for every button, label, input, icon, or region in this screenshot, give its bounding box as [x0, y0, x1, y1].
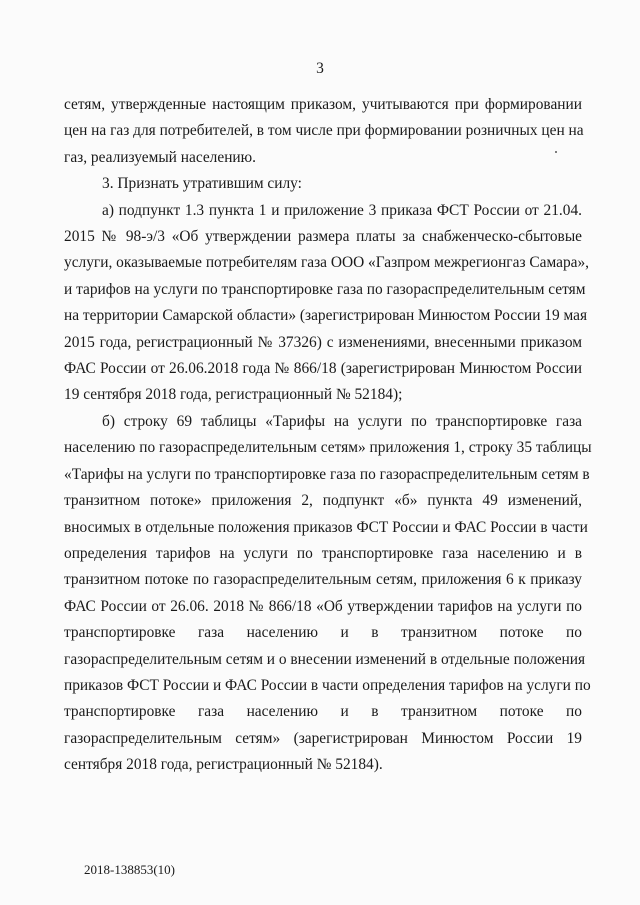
text-line: газораспределительным сетям и о внесении изменений в отдельные положения	[64, 650, 586, 668]
text-line: 19 сентября 2018 года, регистрационный № 52184);	[64, 386, 403, 404]
text-line: а) подпункт 1.3 пункта 1 и приложение 3 приказа ФСТ России от 21.04.	[102, 201, 582, 219]
text-line: газ, реализуемый населению.	[64, 148, 257, 166]
document-body	[64, 92, 592, 779]
text-line: транспортировке газа населению и в транзитном потоке по	[64, 703, 582, 721]
page-number: 3	[316, 60, 324, 77]
text-line: вносимых в отдельные положения приказов ФСТ России и ФАС России в части	[64, 518, 588, 536]
paragraph-subitem-b	[64, 409, 592, 779]
text-line: транспортировке газа населению и в транзитном потоке по	[64, 624, 582, 642]
text-line: сентября 2018 года, регистрационный № 52184).	[64, 756, 383, 774]
text-line: сетям, утвержденные настоящим приказом, учитываются при формировании	[64, 96, 582, 113]
text-line: и тарифов на услуги по транспортировке газа по газораспределительным сетям	[64, 280, 586, 298]
text-line: ФАС России от 26.06. 2018 № 866/18 «Об утверждении тарифов на услуги по	[64, 597, 582, 615]
scan-speck	[555, 151, 557, 153]
text-line: «Тарифы на услуги по транспортировке газа по газораспределительным сетям в	[64, 465, 590, 483]
paragraph-item-3	[64, 171, 582, 197]
text-line: приказов ФСТ России и ФАС России в части определения тарифов на услуги по	[64, 676, 591, 694]
paragraph-continuation	[64, 92, 582, 171]
text-line: газораспределительным сетям» (зарегистрирован Минюстом России 19	[64, 729, 582, 747]
text-line: транзитном потоке» приложения 2, подпункт «б» пункта 49 изменений,	[64, 492, 582, 510]
footer-document-code: 2018-138853(10)	[84, 862, 175, 877]
text-line: 2015 года, регистрационный № 37326) с изменениями, внесенными приказом	[64, 333, 582, 351]
text-line: 2015 № 98-э/3 «Об утверждении размера платы за снабженческо-сбытовые	[64, 228, 582, 246]
text-line: цен на газ для потребителей, в том числе при формировании розничных цен на	[64, 122, 584, 140]
text-line: на территории Самарской области» (зарегистрирован Минюстом России 19 мая	[64, 307, 588, 325]
text-line: определения тарифов на услуги по транспортировке газа населению и в	[64, 544, 582, 562]
text-line: б) строку 69 таблицы «Тарифы на услуги по транспортировке газа	[102, 412, 582, 430]
paragraph-subitem-a	[64, 198, 590, 409]
text-line: транзитном потоке по газораспределительным сетям, приложения 6 к приказу	[64, 571, 582, 589]
text-line: населению по газораспределительным сетям» приложения 1, строку 35 таблицы	[64, 439, 592, 457]
text-line: ФАС России от 26.06.2018 года № 866/18 (зарегистрирован Минюстом России	[64, 360, 582, 378]
text-line: услуги, оказываемые потребителям газа ООО «Газпром межрегионгаз Самара»,	[64, 254, 590, 272]
text-line: 3. Признать утратившим силу:	[102, 175, 302, 193]
